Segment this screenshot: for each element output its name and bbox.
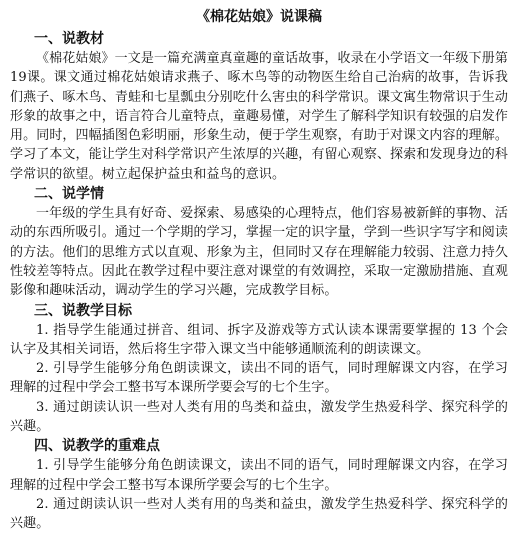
objective-item: 1. 指导学生能通过拼音、组词、拆字及游戏等方式认读本课需要掌握的 13 个会认字及其相关词语，然后将生字带入课文当中能够通顺流利的朗读课文。	[10, 322, 508, 357]
key-point-item: 1. 引导学生能够分角色朗读课文，读出不同的语气，同时理解课文内容，在学习理解的过程中学会工整书写本课所学要会写的七个生字。	[10, 458, 508, 493]
objective-item: 2. 引导学生能够分角色朗读课文，读出不同的语气，同时理解课文内容，在学习理解的过程中学会工整书写本课所学要会写的七个生字。	[10, 361, 508, 396]
section-teaching-material	[10, 29, 508, 184]
key-point-item: 2. 通过朗读认识一些对人类有用的鸟类和益虫，激发学生热爱科学、探究科学的兴趣。	[10, 496, 508, 532]
section-heading: 四、说教学的重难点	[34, 438, 160, 455]
document-title: 《棉花姑娘》说课稿	[196, 9, 322, 25]
section-heading: 二、说学情	[34, 186, 104, 203]
section-key-difficulties	[10, 436, 508, 533]
section-paragraph: 《棉花姑娘》一文是一篇充满童真童趣的童话故事，收录在小学语文一年级下册第19课。课文通过棉花姑娘请求燕子、啄木鸟等的动物医生给自己治病的故事，告诉我们燕子、啄木鸟、青蛙和七星瓢虫分别吃什么害虫的科学常识。课文寓生物常识于生动形象的故事之中，语言符合儿童特点，童趣易懂，对学生了解科学知识有较强的启发作用。同时，四幅插图色彩明丽，形象生动，便于学生观察，有助于对课文内容的理解。学习了本文，能让学生对科学常识产生浓厚的兴趣，有留心观察、探索和发现身边的科学常识的欲望。树立起保护益虫和益鸟的意识。	[10, 51, 508, 182]
section-paragraph: 一年级的学生具有好奇、爱探索、易感染的心理特点，他们容易被新鲜的事物、活动的东西所吸引。通过一个学期的学习，掌握一定的识字量，学到一些识字写字和阅读的方法。他们的思维方式以直观、形象为主，但同时又存在理解能力较弱、注意力持久性较差等特点。因此在教学过程中要注意对课堂的有效调控，采取一定激励措施、直观影像和趣味活动，调动学生的学习兴趣，完成教学目标。	[10, 206, 508, 299]
section-heading: 一、说教材	[34, 31, 104, 47]
section-learner-analysis	[10, 184, 508, 300]
objective-item: 3. 通过朗读认识一些对人类有用的鸟类和益虫，激发学生热爱科学、探究科学的兴趣。	[10, 399, 508, 435]
section-teaching-objectives	[10, 301, 508, 437]
section-heading: 三、说教学目标	[34, 302, 132, 319]
